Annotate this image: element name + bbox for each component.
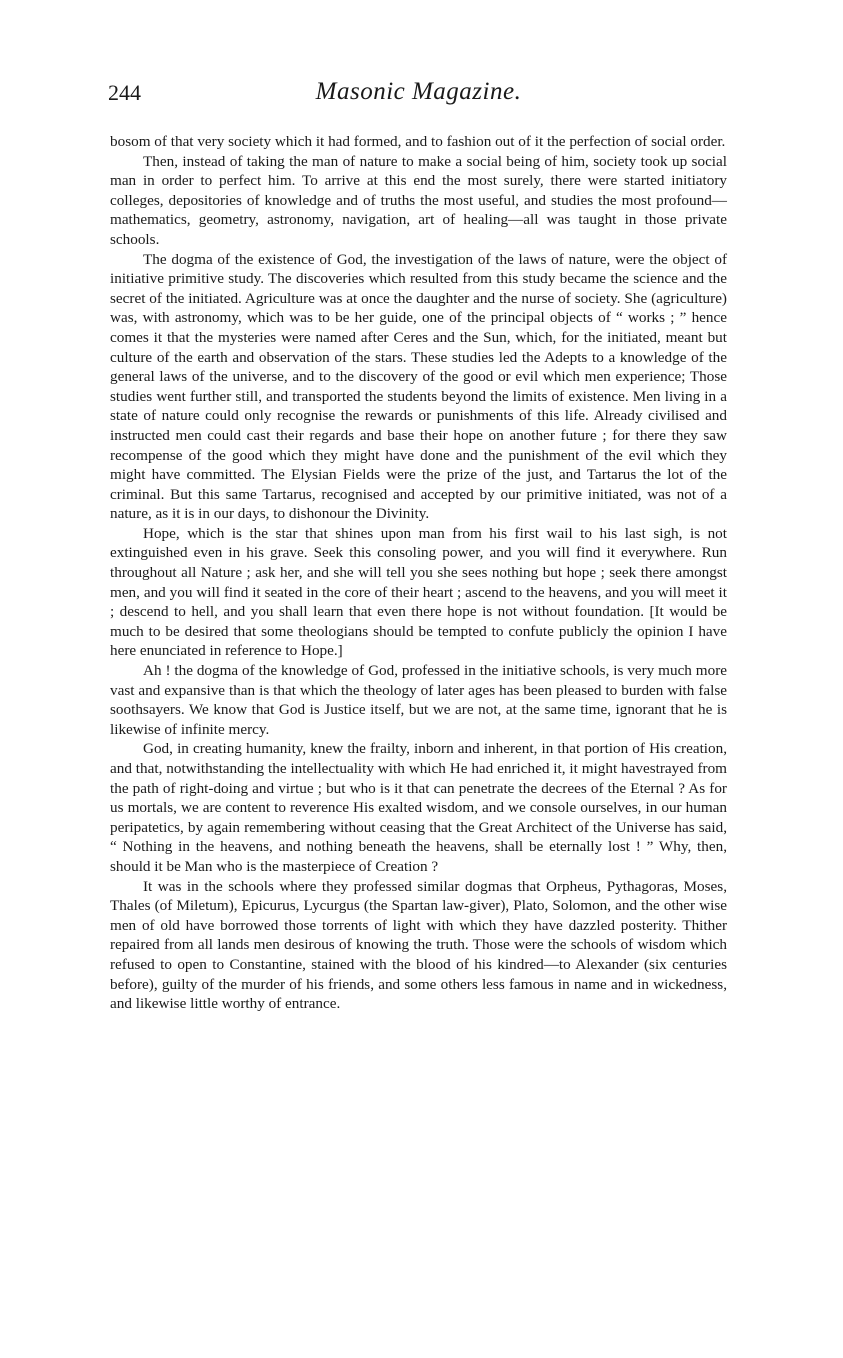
paragraph-2: Then, instead of taking the man of nature to make a social being of him, society took up social man in order to perfect him. To arrive at this end the most surely, there were started initiatory colleges, depositories of knowledge and of truths the most useful, and studies the most profound—mathematics, geometry, astronomy, navigation, art of healing—all was taught in those private schools. [110, 152, 727, 248]
running-head [110, 78, 727, 118]
paragraph-4: Hope, which is the star that shines upon man from his first wail to his last sigh, is not extinguished even in his grave. Seek this consoling power, and you will find it everywhere. Run throughout all Nature ; ask her, and she will tell you she sees nothing but hope ; seek there amongst men, and you will find it seated in the core of their heart ; ascend to the heavens, and you will meet it ; descend to hell, and you shall learn that even there hope is not without foundation. [It would be much to be desired that some theologians should be tempted to confute publicly the opinion I have here enunciated in reference to Hope.] [110, 524, 727, 660]
article-body [110, 132, 727, 1014]
paragraph-5: Ah ! the dogma of the knowledge of God, professed in the initiative schools, is very much more vast and expansive than is that which the theology of later ages has been pleased to burden with false soothsayers. We know that God is Justice itself, but we are not, at the same time, ignorant that he is likewise of infinite mercy. [110, 662, 727, 738]
paragraph-3: The dogma of the existence of God, the investigation of the laws of nature, were the object of initiative primitive study. The discoveries which resulted from this study became the science and the secret of the initiated. Agriculture was at once the daughter and the nurse of society. She (agriculture) was, with astronomy, which was to be her guide, one of the principal objects of “ works ; ” hence comes it that the mysteries were named after Ceres and the Sun, which, for the initiated, meant but culture of the earth and observation of the stars. These studies led the Adepts to a knowledge of the general laws of the universe, and to the discovery of the good or evil which men experience; Those studies went further still, and transported the students beyond the limits of existence. Men living in a state of nature could only recognise the rewards or punishments of this life. Already civilised and instructed men could cast their regards and base their hope on another future ; for there they saw recompense of the good which they might have done and the punishment of the evil which they might have committed. The Elysian Fields were the prize of the just, and Tartarus the lot of the criminal. But this same Tartarus, recognised and accepted by our primitive initiated, was not of a nature, as it is in our days, to dishonour the Divinity. [110, 250, 727, 523]
paragraph-7: It was in the schools where they professed similar dogmas that Orpheus, Pythagoras, Moses, Thales (of Miletum), Epicurus, Lycurgus (the Spartan law-giver), Plato, Solomon, and the other wise men of old have borrowed those torrents of light with which they have dazzled posterity. Thither repaired from all lands men desirous of knowing the truth. Those were the schools of wisdom which refused to open to Constantine, stained with the blood of his kindred—to Alexander (six centuries before), guilty of the murder of his friends, and some others less famous in name and in wickedness, and likewise little worthy of entrance. [110, 877, 727, 1013]
paragraph-1: bosom of that very society which it had formed, and to fashion out of it the perfection of social order. [110, 133, 726, 150]
page-number: 244 [108, 80, 141, 105]
journal-title: Masonic Magazine. [315, 78, 522, 105]
magazine-page [110, 78, 727, 1014]
paragraph-6: God, in creating humanity, knew the frailty, inborn and inherent, in that portion of His creation, and that, notwithstanding the intellectuality with which He had enriched it, it might havestrayed from the path of right-doing and virtue ; but who is it that can penetrate the decrees of the Eternal ? As for us mortals, we are content to reverence His exalted wisdom, and we console ourselves, in our human peripatetics, by again remembering without ceasing that the Great Architect of the Universe has said, “ Nothing in the heavens, and nothing beneath the heavens, shall be eternally lost ! ” Why, then, should it be Man who is the masterpiece of Creation ? [110, 740, 727, 875]
